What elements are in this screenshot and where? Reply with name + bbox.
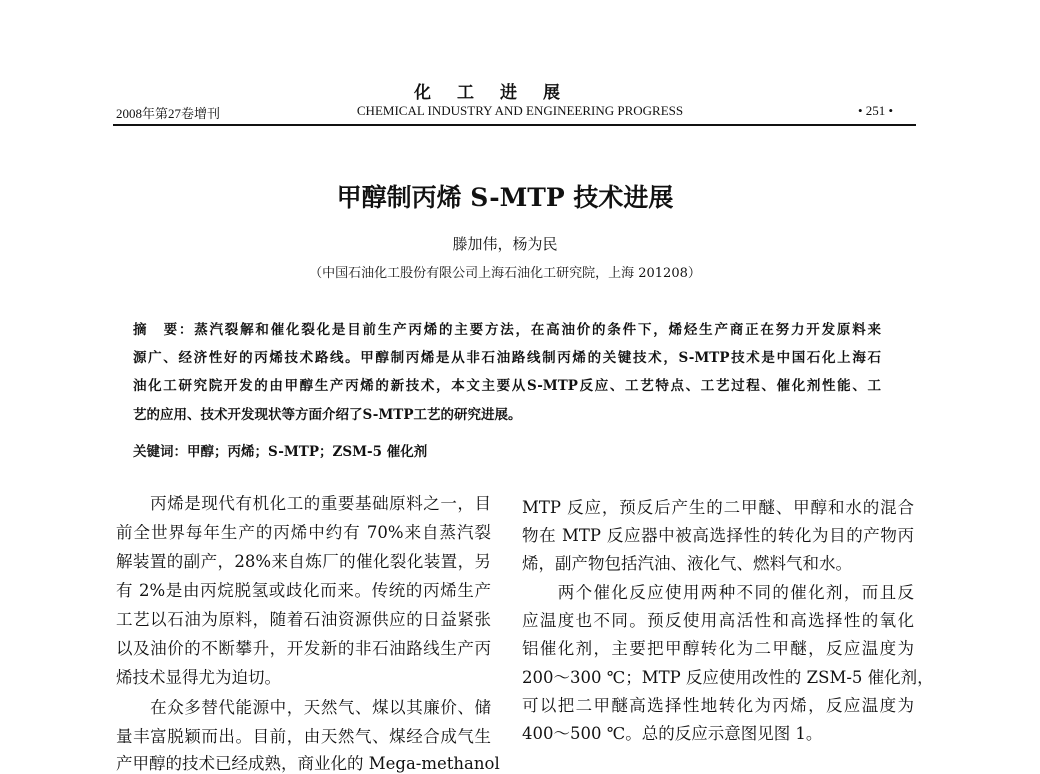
abstract-line: 艺的应用、技术开发现状等方面介绍了S-MTP工艺的研究进展。	[133, 407, 522, 423]
journal-title-cn: 化工进展	[414, 83, 586, 103]
abstract-line: 摘 要：蒸汽裂解和催化裂化是目前生产丙烯的主要方法，在高油价的条件下，烯烃生产商正在努力开发原料来	[133, 322, 881, 338]
body-line: 烯技术显得尤为迫切。	[116, 668, 281, 687]
body-line: 解装置的副产，28%来自炼厂的催化裂化装置，另	[116, 552, 491, 571]
body-line: MTP 反应，预反后产生的二甲醚、甲醇和水的混合	[522, 498, 914, 517]
body-line: 物在 MTP 反应器中被高选择性的转化为目的产物丙	[522, 526, 914, 545]
body-line: 产甲醇的技术已经成熟，商业化的 Mega-methanol	[116, 754, 500, 773]
body-line: 工艺以石油为原料，随着石油资源供应的日益紧张	[116, 610, 491, 629]
authors: 滕加伟，杨为民	[452, 235, 558, 253]
body-line: 有 2%是由丙烷脱氢或歧化而来。传统的丙烯生产	[116, 581, 491, 600]
issue-info: 2008年第27卷增刊	[116, 106, 221, 121]
abstract-line: 油化工研究院开发的由甲醇生产丙烯的新技术，本文主要从S-MTP反应、工艺特点、工艺过程、催化剂性能、工	[133, 378, 881, 394]
body-line: 在众多替代能源中，天然气、煤以其廉价、储	[116, 698, 491, 717]
body-line: 以及油价的不断攀升，开发新的非石油路线生产丙	[116, 639, 491, 658]
body-line: 前全世界每年生产的丙烯中约有 70%来自蒸汽裂	[116, 523, 491, 542]
abstract-line: 源广、经济性好的丙烯技术路线。甲醇制丙烯是从非石油路线制丙烯的关键技术，S-MTP技术是中国石化上海石	[133, 350, 881, 366]
body-line: 量丰富脱颖而出。目前，由天然气、煤经合成气生	[116, 727, 491, 746]
body-line: 应温度也不同。预反使用高活性和高选择性的氧化	[522, 611, 914, 630]
body-line: 丙烯是现代有机化工的重要基础原料之一，目	[116, 494, 491, 513]
body-line: 两个催化反应使用两种不同的催化剂，而且反	[522, 583, 914, 602]
journal-title-en: CHEMICAL INDUSTRY AND ENGINEERING PROGRESS	[356, 103, 684, 118]
header-rule	[113, 124, 916, 126]
keywords: 关键词：甲醇；丙烯；S-MTP；ZSM-5 催化剂	[133, 444, 428, 460]
paper-title: 甲醇制丙烯 S-MTP 技术进展	[336, 183, 674, 212]
body-line: 铝催化剂，主要把甲醇转化为二甲醚，反应温度为	[522, 639, 914, 658]
affiliation: （中国石油化工股份有限公司上海石油化工研究院，上海 201208）	[309, 266, 701, 281]
body-line: 可以把二甲醚高选择性地转化为丙烯，反应温度为	[522, 696, 914, 715]
page-number: • 251 •	[858, 103, 894, 118]
body-line: 200～300 ℃；MTP 反应使用改性的 ZSM-5 催化剂，	[522, 668, 934, 687]
body-line: 400～500 ℃。总的反应示意图见图 1。	[522, 724, 823, 743]
body-line: 烯，副产物包括汽油、液化气、燃料气和水。	[522, 554, 852, 573]
